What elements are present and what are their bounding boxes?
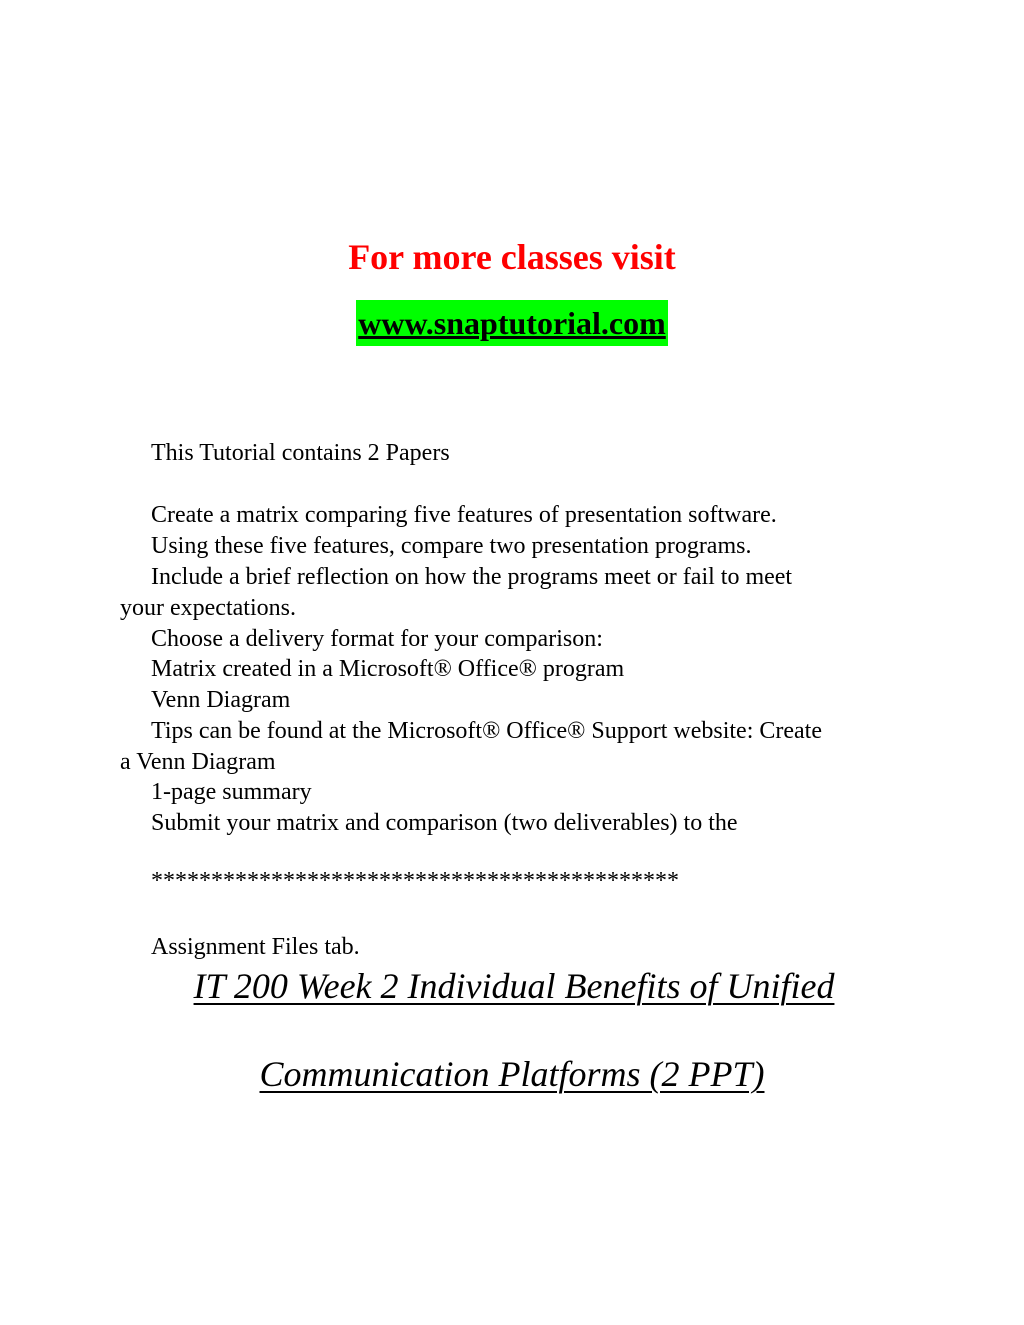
instruction-line: Submit your matrix and comparison (two deliverables) to the — [151, 810, 738, 836]
instruction-line: your expectations. — [120, 595, 296, 621]
instruction-line: Create a matrix comparing five features of presentation software. — [151, 502, 777, 528]
website-link[interactable]: www.snaptutorial.com — [356, 300, 668, 346]
header-title: For more classes visit — [348, 237, 676, 277]
instruction-line: 1-page summary — [151, 779, 312, 805]
instruction-line: Tips can be found at the Microsoft® Office® Support website: Create — [151, 718, 823, 744]
separator: ******************************************** — [151, 868, 679, 894]
instruction-line: Include a brief reflection on how the programs meet or fail to meet — [151, 564, 793, 590]
header-link-wrapper — [0, 300, 1024, 346]
instruction-line: Venn Diagram — [151, 687, 291, 713]
instruction-line: Choose a delivery format for your comparison: — [151, 626, 603, 652]
instruction-line: a Venn Diagram — [120, 749, 276, 775]
instruction-line: Using these five features, compare two presentation programs. — [151, 533, 752, 559]
intro-text: This Tutorial contains 2 Papers — [151, 440, 450, 466]
course-title-line-1[interactable]: IT 200 Week 2 Individual Benefits of Unified — [193, 966, 835, 1006]
course-title-line-2[interactable]: Communication Platforms (2 PPT) — [259, 1054, 765, 1094]
assignment-files-text: Assignment Files tab. — [151, 934, 360, 960]
instruction-line: Matrix created in a Microsoft® Office® program — [151, 656, 625, 682]
